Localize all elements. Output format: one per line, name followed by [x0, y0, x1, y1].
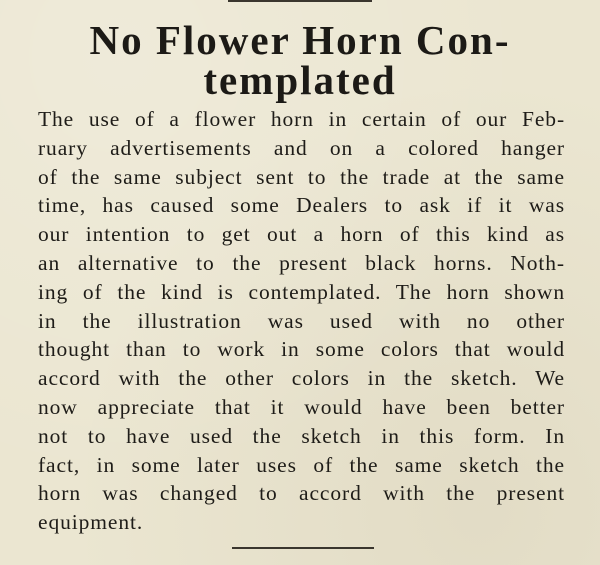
body-line: not to have used the sketch in this form. In	[38, 424, 565, 448]
body-line: ruary advertisements and on a colored hanger	[38, 136, 565, 160]
headline-line-2: templated	[203, 57, 397, 103]
body-line: equipment.	[38, 510, 144, 534]
top-divider-rule	[228, 0, 372, 2]
body-line: thought than to work in some colors that would	[38, 337, 565, 361]
body-line: The use of a flower horn in certain of our Feb-	[38, 107, 565, 131]
body-line: accord with the other colors in the sketch. We	[38, 366, 565, 390]
body-line: now appreciate that it would have been better	[38, 395, 565, 419]
body-line: ing of the kind is contemplated. The horn shown	[38, 280, 565, 304]
bottom-divider-rule	[232, 547, 374, 549]
body-line: of the same subject sent to the trade at the same	[38, 165, 565, 189]
body-line: in the illustration was used with no other	[38, 309, 565, 333]
body-line: an alternative to the present black horns. Noth-	[38, 251, 565, 275]
body-line: our intention to get out a horn of this kind as	[38, 222, 565, 246]
body-line: time, has caused some Dealers to ask if it was	[38, 193, 565, 217]
body-line: horn was changed to accord with the present	[38, 481, 565, 505]
body-line: fact, in some later uses of the same sketch the	[38, 453, 565, 477]
headline-line-1: No Flower Horn Con-	[89, 17, 511, 63]
